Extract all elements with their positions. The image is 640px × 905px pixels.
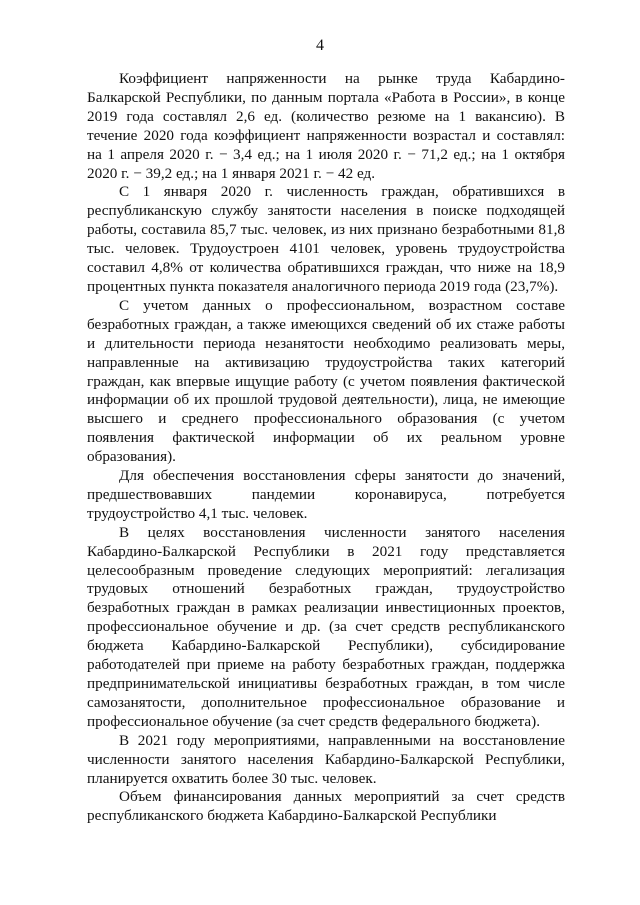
paragraph-recovery-target: Для обеспечения восстановления сферы занятости до значений, предшествовавших пандемии коронавируса, потребуется трудоустройство 4,1 тыс. человек. (87, 467, 565, 522)
paragraph-measures: С учетом данных о профессиональном, возрастном составе безработных граждан, а также имеющихся сведений об их стаже работы и длительности периода незанятости необходимо реализовать меры, направленные на активизацию трудоустройства таких категорий граждан, как впервые ищущие работу (с учетом появления фактической информации об их прошлой трудовой деятельности), лица, не имеющие высшего и среднего профессионального образования (с учетом появления фактической информации об их реальном уровне образования). (87, 296, 565, 466)
page-number: 4 (316, 37, 324, 54)
paragraph-financing: Объем финансирования данных мероприятий за счет средств республиканского бюджета Кабардино-Балкарской Республики (87, 788, 565, 825)
paragraph-labor-tension: Коэффициент напряженности на рынке труда Кабардино-Балкарской Республики, по данным портала «Работа в России», в конце 2019 года составлял 2,6 ед. (количество резюме на 1 вакансию). В течение 2020 года коэффициент напряженности возрастал и составлял: на 1 апреля 2020 г. − 3,4 ед.; на 1 июля 2020 г. − 71,2 ед.; на 1 октября 2020 г. − 39,2 ед.; на 1 января 2021 г. − 42 ед. (87, 70, 565, 182)
paragraph-planned-activities: В целях восстановления численности занятого населения Кабардино-Балкарской Республики в 2021 году представляется целесообразным проведение следующих мероприятий: легализация трудовых отношений безработных граждан, трудоустройство безработных граждан в рамках реализации инвестиционных проектов, профессиональное обучение и др. (за счет средств республиканского бюджета Кабардино-Балкарской Республики), субсидирование работодателей при приеме на работу безработных граждан, поддержка предпринимательской инициативы безработных граждан, в том числе самозанятости, дополнительное профессиональное образование и профессиональное обучение (за счет средств федерального бюджета). (87, 523, 565, 730)
paragraph-coverage: В 2021 году мероприятиями, направленными на восстановление численности занятого населения Кабардино-Балкарской Республики, планируется охватить более 30 тыс. человек. (87, 731, 565, 787)
paragraph-unemployment-count: С 1 января 2020 г. численность граждан, обратившихся в республиканскую службу занятости населения в поиске подходящей работы, составила 85,7 тыс. человек, из них признано безработными 81,8 тыс. человек. Трудоустроен 4101 человек, уровень трудоустройства составил 4,8% от количества обратившихся граждан, что ниже на 18,9 процентных пункта показателя аналогичного периода 2019 года (23,7%). (87, 183, 565, 295)
document-body (87, 70, 565, 826)
